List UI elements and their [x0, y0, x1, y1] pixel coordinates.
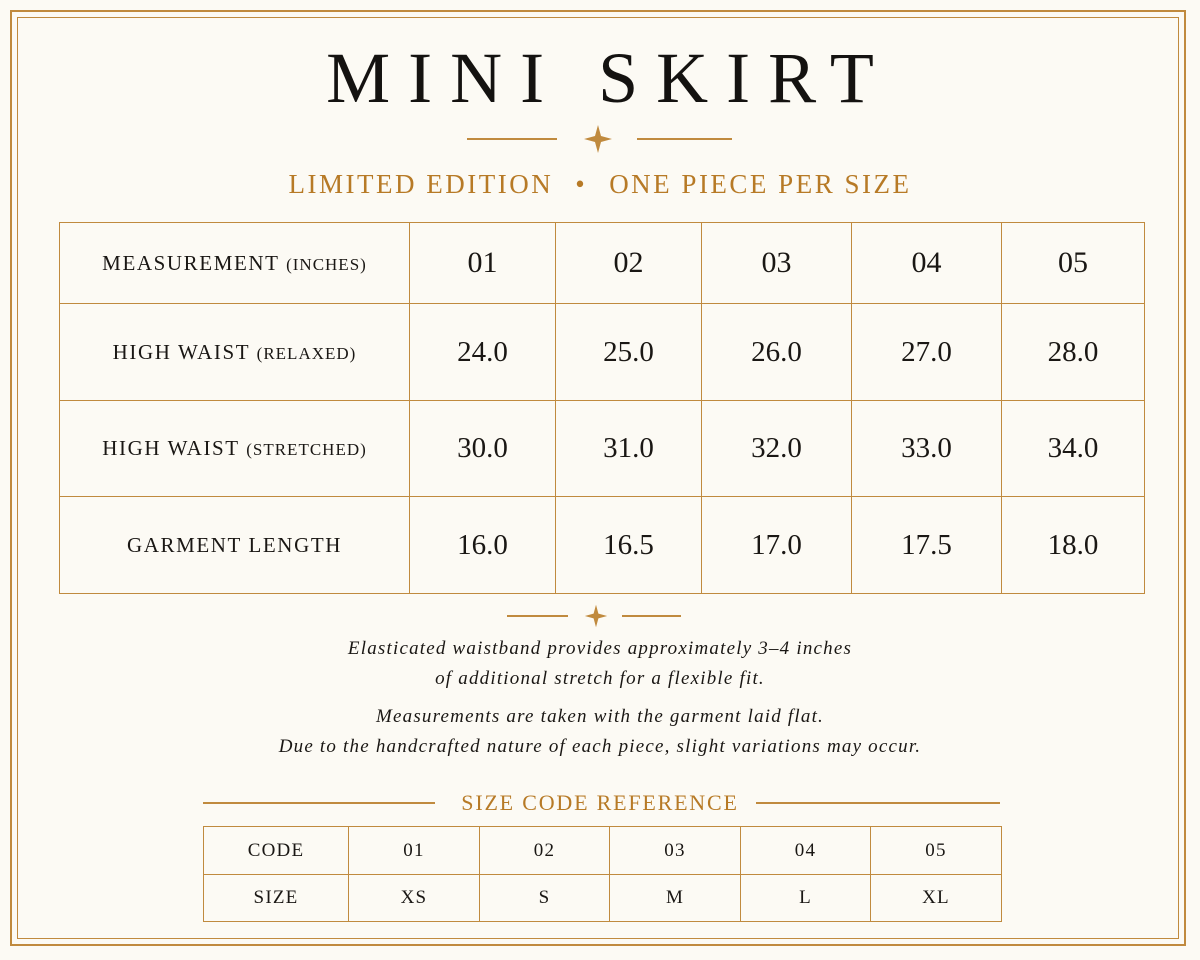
- measurement-value: 30.0: [410, 401, 556, 497]
- code-cell: 05: [871, 827, 1002, 875]
- size-header-cell: 03: [702, 223, 852, 304]
- edition-subtitle: [0, 166, 1200, 202]
- four-point-star-icon: [584, 604, 608, 628]
- row-qualifier: (RELAXED): [256, 343, 357, 363]
- code-cell: 03: [610, 827, 741, 875]
- subtitle-separator: •: [575, 169, 588, 199]
- size-cell: M: [610, 875, 741, 922]
- size-header-cell: 05: [1002, 223, 1145, 304]
- measurement-header-unit: (INCHES): [286, 254, 367, 274]
- measurement-value: 16.0: [410, 497, 556, 594]
- size-cell: L: [741, 875, 871, 922]
- measurement-value: 32.0: [702, 401, 852, 497]
- row-qualifier: (STRETCHED): [246, 440, 367, 459]
- row-label: HIGH WAIST: [102, 436, 240, 460]
- size-cell: XS: [349, 875, 480, 922]
- row-label-cell: [60, 497, 410, 594]
- code-label: CODE: [204, 827, 349, 875]
- table-header-row: [60, 223, 1145, 304]
- row-label: GARMENT LENGTH: [126, 532, 343, 557]
- measurement-header-cell: [60, 223, 410, 304]
- size-reference-title: SIZE CODE REFERENCE: [461, 790, 739, 815]
- measurement-value: 18.0: [1002, 497, 1145, 594]
- measurement-value: 24.0: [410, 304, 556, 401]
- row-label-cell: [60, 304, 410, 401]
- measurement-header-label: MEASUREMENT: [102, 250, 280, 275]
- measurement-value: 27.0: [852, 304, 1002, 401]
- table-row: [60, 497, 1145, 594]
- code-cell: 04: [741, 827, 871, 875]
- measurement-value: 28.0: [1002, 304, 1145, 401]
- size-cell: XL: [871, 875, 1002, 922]
- size-reference-table: [203, 826, 1002, 922]
- middle-divider: [0, 604, 1200, 628]
- row-label-cell: [60, 401, 410, 497]
- measurement-value: 26.0: [702, 304, 852, 401]
- reference-rule-right: [756, 802, 1000, 804]
- measurement-value: 34.0: [1002, 401, 1145, 497]
- measurement-note: [0, 702, 1200, 762]
- size-header-cell: 01: [410, 223, 556, 304]
- stretch-note-line: Elasticated waistband provides approximately 3–4 inches: [347, 638, 853, 659]
- measurement-table: [59, 222, 1145, 594]
- size-label: SIZE: [204, 875, 349, 922]
- size-header-cell: 04: [852, 223, 1002, 304]
- row-label: HIGH WAIST: [112, 339, 250, 364]
- piece-label: ONE PIECE PER SIZE: [609, 169, 912, 199]
- size-header-cell: 02: [556, 223, 702, 304]
- measurement-value: 17.0: [702, 497, 852, 594]
- measurement-value: 16.5: [556, 497, 702, 594]
- measurement-note-line: Measurements are taken with the garment laid flat.: [375, 706, 825, 727]
- measurement-value: 25.0: [556, 304, 702, 401]
- stretch-note-line: of additional stretch for a flexible fit.: [435, 668, 765, 689]
- size-row: [204, 875, 1002, 922]
- code-cell: 01: [349, 827, 480, 875]
- edition-label: LIMITED EDITION: [288, 169, 554, 199]
- measurement-value: 17.5: [852, 497, 1002, 594]
- measurement-value: 31.0: [556, 401, 702, 497]
- stretch-note: [0, 634, 1200, 694]
- code-row: [204, 827, 1002, 875]
- top-divider: [0, 124, 1200, 154]
- page-title: MINI SKIRT: [326, 38, 892, 118]
- four-point-star-icon: [583, 124, 613, 154]
- measurement-value: 33.0: [852, 401, 1002, 497]
- table-row: [60, 304, 1145, 401]
- code-cell: 02: [480, 827, 610, 875]
- size-cell: S: [480, 875, 610, 922]
- measurement-note-line: Due to the handcrafted nature of each piece, slight variations may occur.: [278, 736, 922, 757]
- table-row: [60, 401, 1145, 497]
